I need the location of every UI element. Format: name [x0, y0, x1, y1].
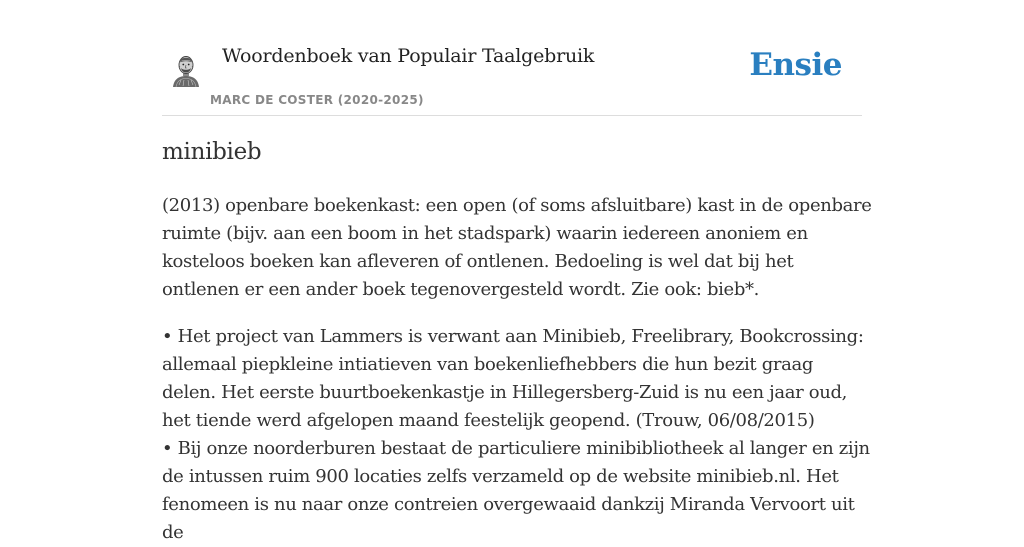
quote-item: • Bij onze noorderburen bestaat de particuliere minibibliotheek al langer en zijn de intussen ruim 900 locaties zelfs verzameld op de website minibieb.nl. Het fenomeen is nu naar onze contreien overgewaaid dankzij Miranda Vervoort uit de	[162, 438, 870, 543]
quote-item: • Het project van Lammers is verwant aan Minibieb, Freelibrary, Bookcrossing: allemaal piepkleine intiatieven van boekenliefhebbers die hun bezit graag delen. Het eerste buurtboekenkastje in Hillegersberg-Zuid is nu een jaar oud, het tiende werd afgelopen maand feestelijk geopend. (Trouw, 06/08/2015)	[162, 326, 864, 431]
author-portrait-icon	[170, 52, 202, 88]
dictionary-title[interactable]: Woordenboek van Populair Taalgebruik	[222, 45, 595, 67]
ensie-logo[interactable]: Ensie	[749, 47, 842, 83]
site-header	[162, 0, 862, 116]
author-label: MARC DE COSTER (2020-2025)	[210, 93, 424, 107]
entry-term: minibieb	[162, 139, 262, 165]
entry-quotes	[162, 323, 872, 547]
entry-definition: (2013) openbare boekenkast: een open (of soms afsluitbare) kast in de openbare ruimte (bijv. aan een boom in het stadspark) waarin iedereen anoniem en kosteloos boeken kan afleveren of ontlenen. Bedoeling is wel dat bij het ontlenen er een ander boek tegenovergesteld wordt. Zie ook: bieb*.	[162, 195, 872, 300]
